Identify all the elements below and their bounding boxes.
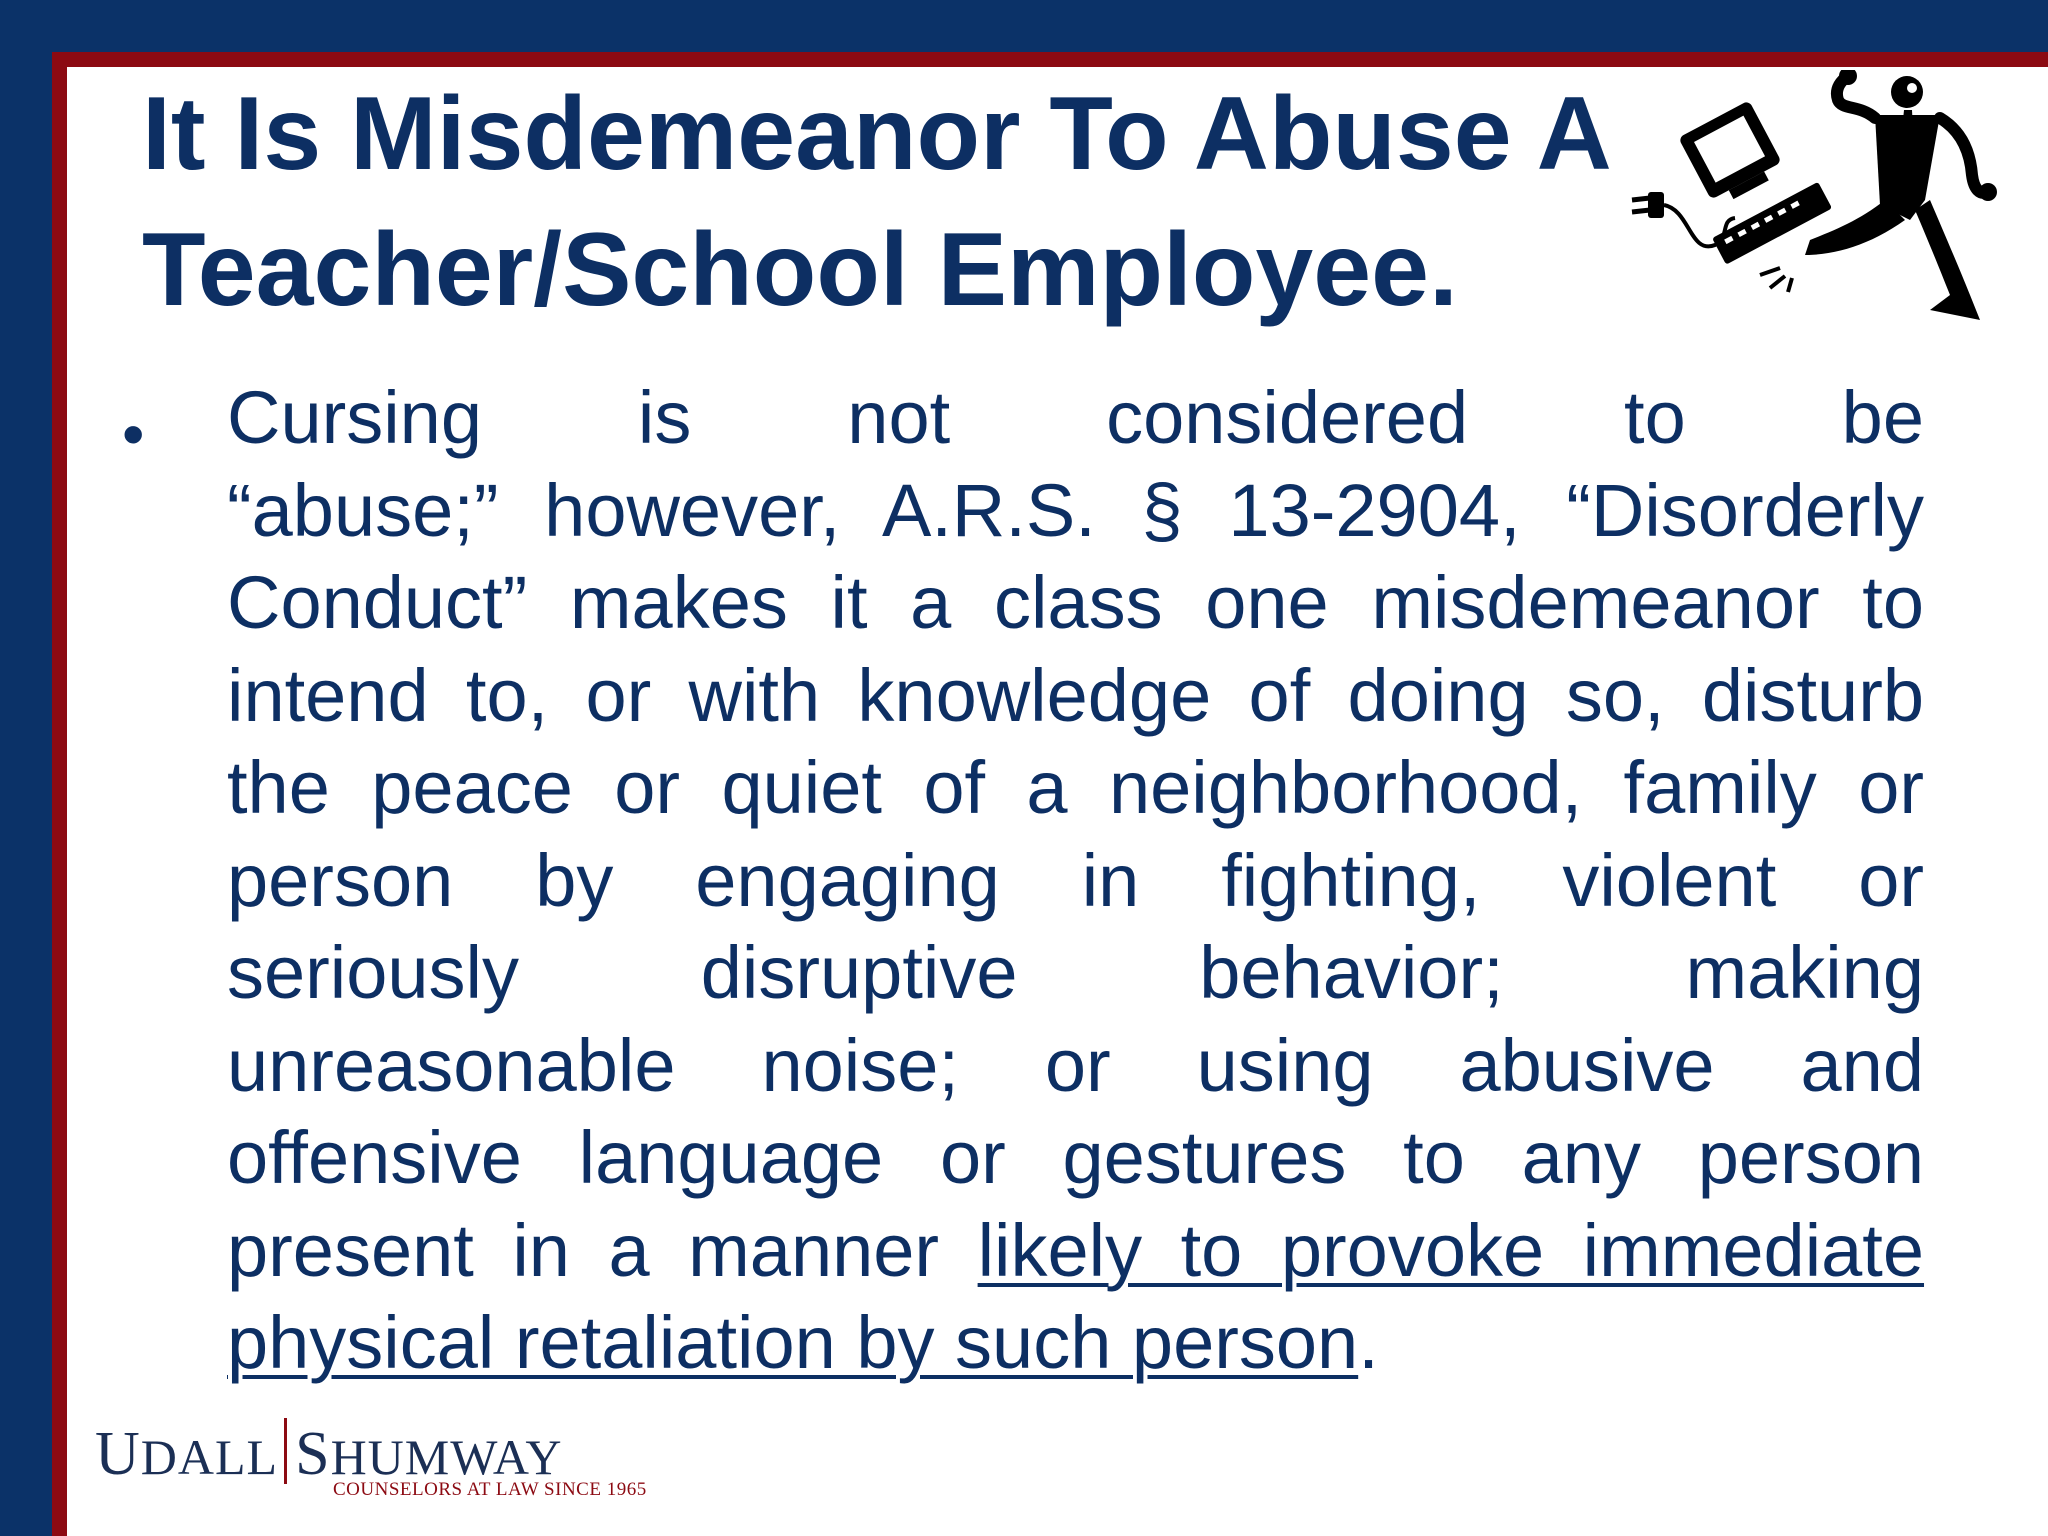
body-line-2: “abuse;” however, A.R.S. § 13-2904, “Disorderly (227, 468, 1924, 552)
body-line-4: intend to, or with knowledge of doing so, disturb (227, 653, 1924, 737)
body-line-8: unreasonable noise; or using abusive and (227, 1023, 1924, 1107)
body-line-10 (227, 1205, 1924, 1298)
body-line-11 (227, 1297, 1924, 1390)
logo-divider (284, 1418, 287, 1484)
body-line-6: person by engaging in fighting, violent or (227, 838, 1924, 922)
udall-shumway-logo (95, 1418, 655, 1503)
body-line-5: the peace or quiet of a neighborhood, family or (227, 746, 1924, 829)
logo-humway: HUMWAY (330, 1429, 563, 1485)
body-line-9: offensive language or gestures to any person (227, 1116, 1924, 1199)
body-line-10-underlined: likely to provoke immediate (977, 1208, 1925, 1292)
slide-title-line-1: It Is Misdemeanor To Abuse A (142, 76, 1612, 192)
body-line-3: Conduct” makes it a class one misdemeanor to (227, 561, 1924, 644)
logo-tagline: COUNSELORS AT LAW SINCE 1965 (333, 1479, 647, 1500)
logo-initial-u: U (95, 1420, 141, 1488)
body-line-10-text: present in a manner (227, 1208, 978, 1292)
logo-dall: DALL (140, 1429, 279, 1485)
logo-initial-s: S (295, 1420, 331, 1488)
frustrated-man-kicking-computer-icon (1620, 70, 2000, 340)
slide-title (142, 66, 1622, 338)
body-line-11-period: . (1358, 1301, 1379, 1384)
body-line-1: Cursing is not considered to be (227, 376, 1924, 459)
body-line-7: seriously disruptive behavior; making (227, 931, 1924, 1014)
slide-title-line-2: Teacher/School Employee. (142, 212, 1458, 328)
body-line-11-underlined: physical retaliation by such person (227, 1301, 1359, 1384)
bullet-point: • (122, 398, 145, 470)
bullet-body-text (227, 372, 1924, 1390)
